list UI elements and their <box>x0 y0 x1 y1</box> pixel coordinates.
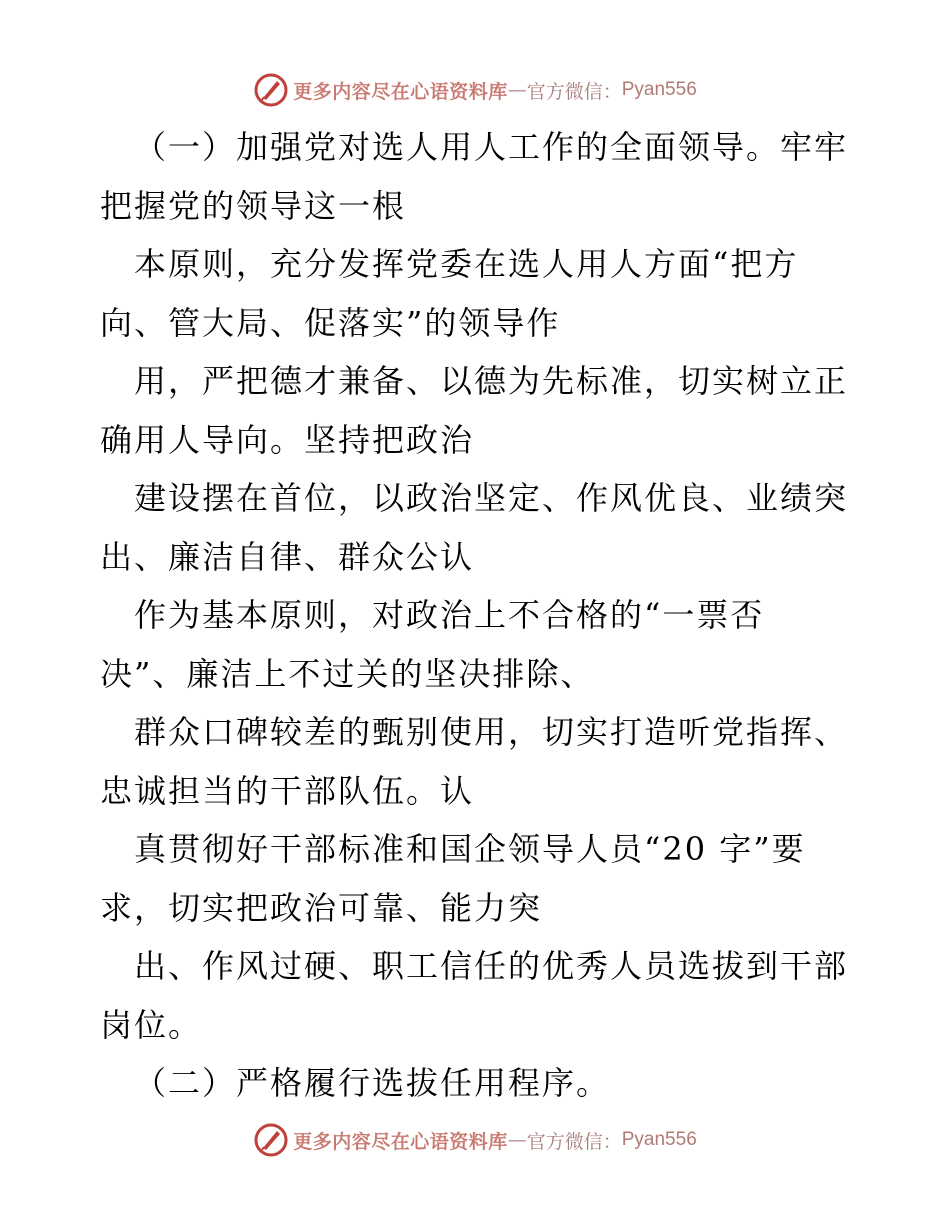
document-body <box>100 118 860 1113</box>
text-line: 群众口碑较差的甄别使用，切实打造听党指挥、 <box>134 713 849 751</box>
text-line: 作为基本原则，对政治上不合格的“一票否 <box>134 596 765 634</box>
banner-wechat-id: Pyan556 <box>621 79 697 100</box>
banner-title: 更多内容尽在心语资料库 <box>293 80 508 103</box>
text-line: 向、管大局、促落实”的领导作 <box>100 303 561 342</box>
text-line: 本原则，充分发挥党委在选人用人方面“把方 <box>134 245 799 283</box>
text-line: 决”、廉洁上不过关的坚决排除、 <box>100 654 595 693</box>
text-line: 出、作风过硬、职工信任的优秀人员选拔到干部 <box>134 947 849 985</box>
text-line: 求，切实把政治可靠、能力突 <box>100 888 543 927</box>
banner-wechat-id: Pyan556 <box>621 1129 697 1150</box>
banner-dash: — <box>507 79 527 101</box>
text-line: （一）加强党对选人用人工作的全面领导。牢牢 <box>134 128 849 166</box>
text-line: （二）严格履行选拔任用程序。 <box>134 1064 611 1102</box>
banner-title: 更多内容尽在心语资料库 <box>293 1130 508 1153</box>
banner-dash: — <box>507 1129 527 1151</box>
quill-logo-icon <box>253 72 289 108</box>
banner-wechat-label: 官方微信： <box>526 80 622 103</box>
text-line: 用，严把德才兼备、以德为先标准，切实树立正 <box>134 362 849 400</box>
text-line: 真贯彻好干部标准和国企领导人员“20 字”要 <box>134 830 806 868</box>
text-line: 确用人导向。坚持把政治 <box>100 420 475 459</box>
header-banner <box>0 68 950 112</box>
banner-wechat-label: 官方微信： <box>526 1130 622 1153</box>
text-line: 岗位。 <box>100 1005 203 1044</box>
text-line: 把握党的领导这一根 <box>100 186 407 225</box>
quill-logo-icon <box>253 1122 289 1158</box>
text-line: 建设摆在首位，以政治坚定、作风优良、业绩突 <box>134 479 849 517</box>
text-line: 出、廉洁自律、群众公认 <box>100 537 475 576</box>
footer-banner <box>0 1118 950 1162</box>
text-line: 忠诚担当的干部队伍。认 <box>100 771 475 810</box>
